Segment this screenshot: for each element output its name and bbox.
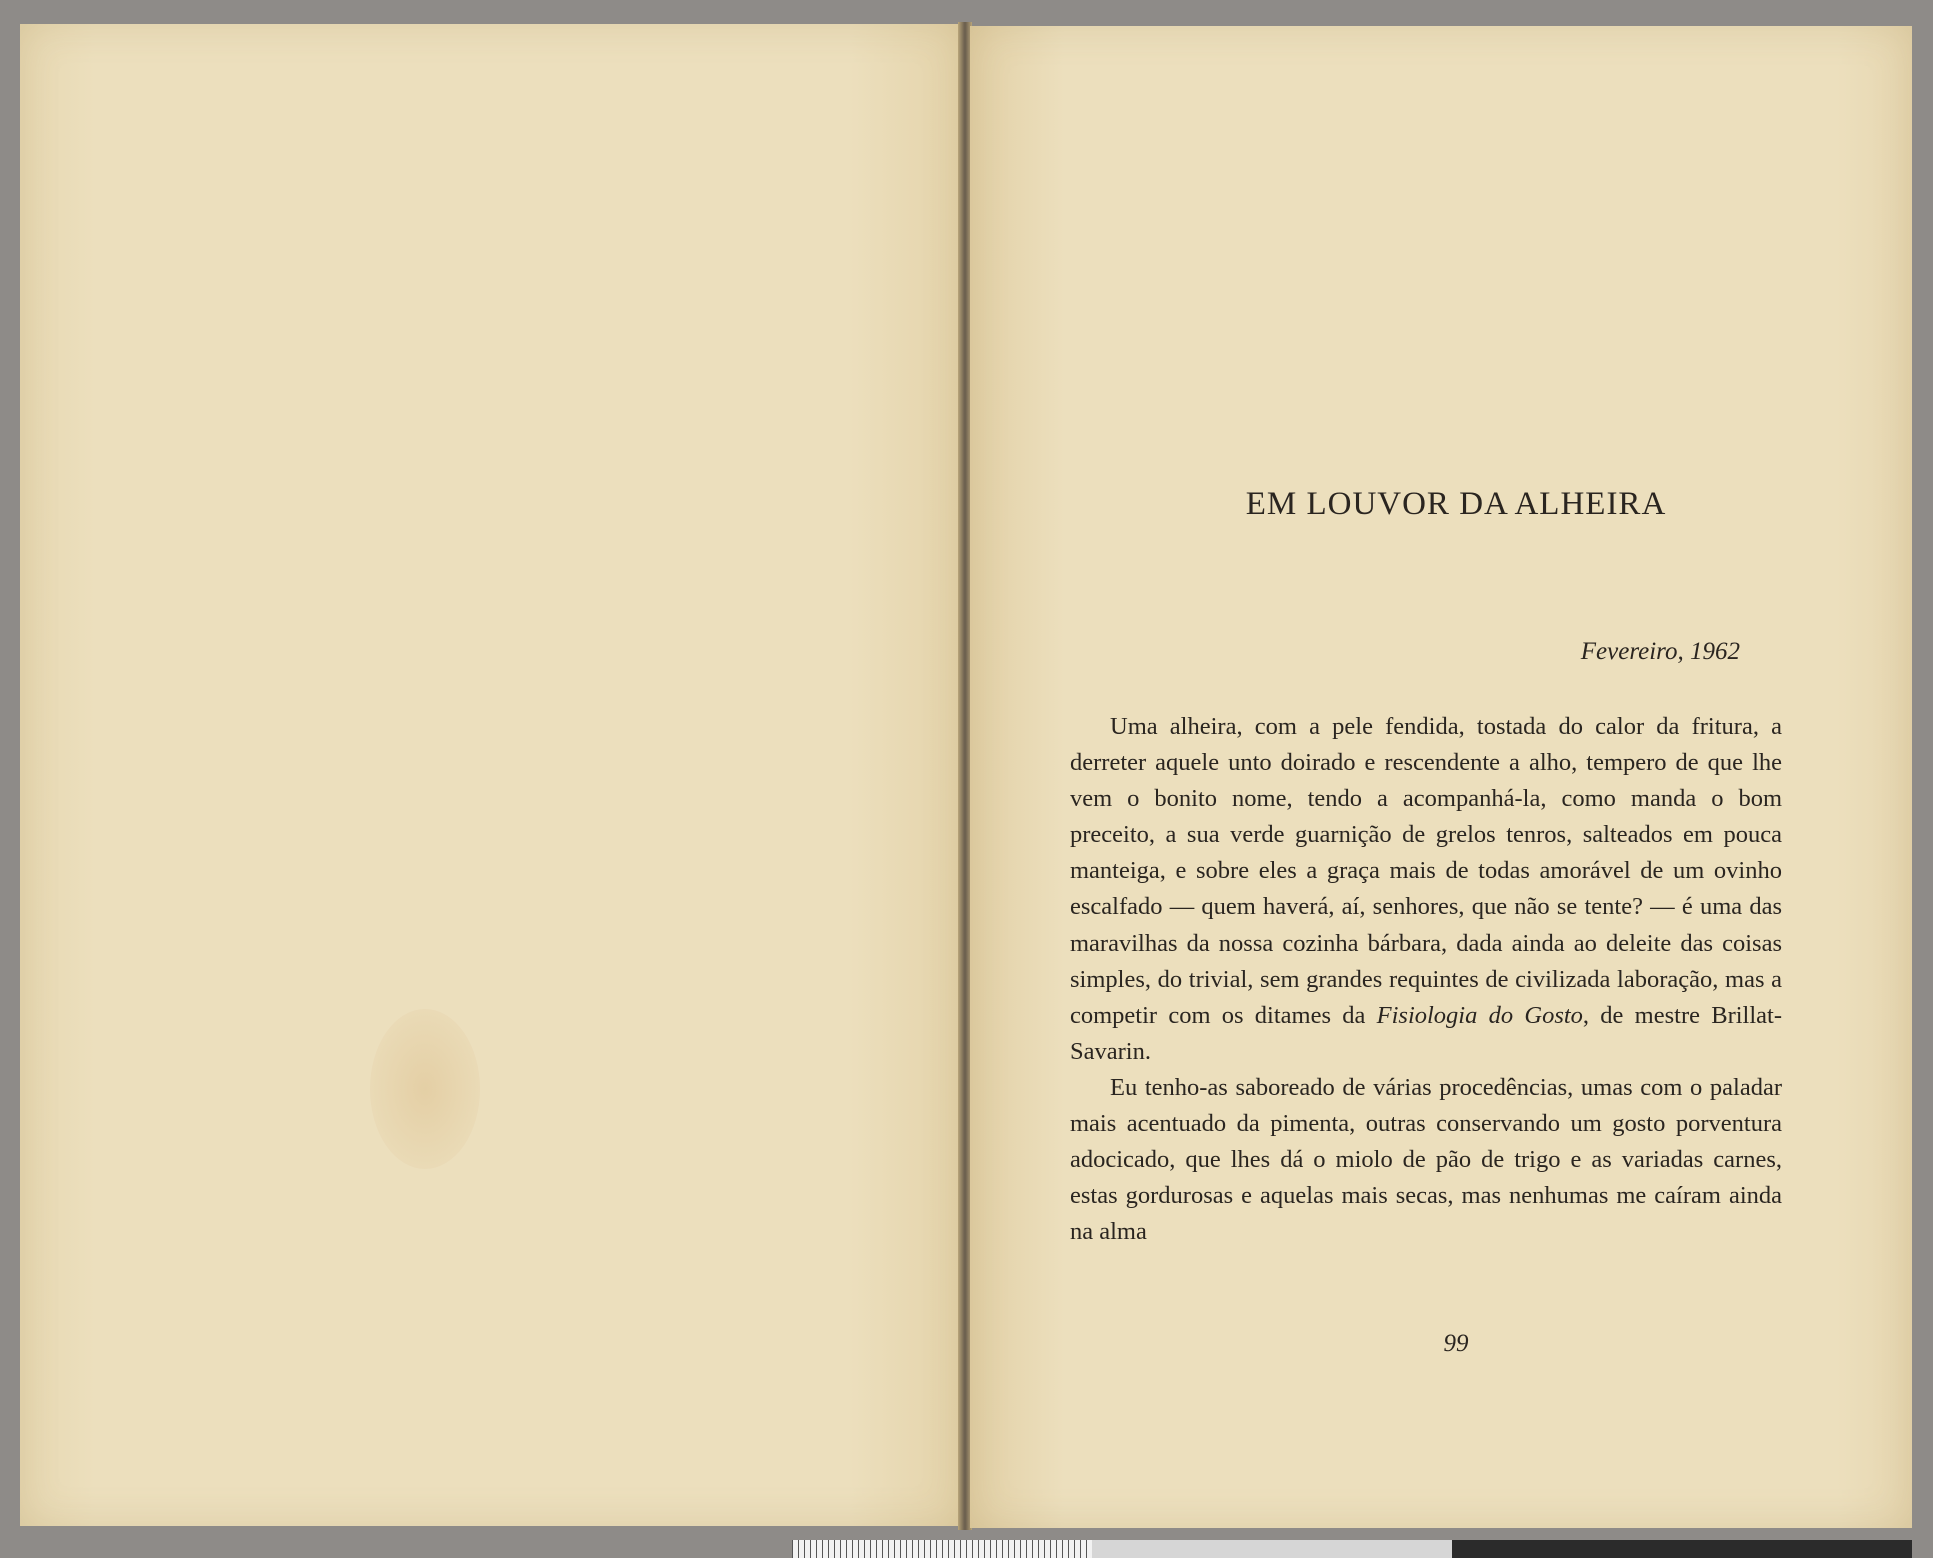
date-month: Fevereiro, <box>1580 638 1690 665</box>
chapter-body <box>1070 709 1782 1250</box>
paragraph-1 <box>1070 709 1782 1070</box>
chapter-title: EM LOUVOR DA ALHEIRA <box>1245 486 1667 522</box>
page-number: 99 <box>1443 1330 1469 1357</box>
date-year: 1962 <box>1690 638 1740 665</box>
paragraph-2: Eu tenho-as saboreado de várias procedências, umas com o paladar mais acentuado da pimenta, outras conservando um gosto porventura adocicado, que lhes dá o miolo de pão de trigo e as variadas carnes, estas gordurosas e aquelas mais secas, mas nenhumas me caíram ainda na alma <box>1070 1073 1782 1246</box>
paragraph-1-ending: , de mestre Brillat-Savarin. <box>1070 1001 1782 1065</box>
left-page-blank <box>20 24 962 1526</box>
book-title-reference: Fisiologia do Gosto <box>1376 1001 1583 1029</box>
paragraph-1-text: Uma alheira, com a pele fendida, tostada do calor da fritura, a derreter aquele unto doirado e rescendente a alho, tempero de que lhe vem o bonito nome, tendo a acompanhá-la, como manda o bom preceito, a sua verde guarnição de grelos tenros, salteados em pouca manteiga, e sobre eles a graça mais de todas amorável de um ovinho escalfado — quem haverá, aí, senhores, que não se tente? — é uma das maravilhas da nossa cozinha bárbara, dada ainda ao deleite das coisas simples, do trivial, sem grandes requintes de civilizada laboração, mas a competir com os ditames da <box>1070 713 1782 1029</box>
ruler-gray-band <box>1092 1540 1452 1558</box>
scan-scale-ruler <box>792 1540 1912 1558</box>
chapter-date <box>1070 638 1740 666</box>
ruler-dark-band <box>1452 1540 1912 1558</box>
paper-stain <box>370 1009 480 1169</box>
